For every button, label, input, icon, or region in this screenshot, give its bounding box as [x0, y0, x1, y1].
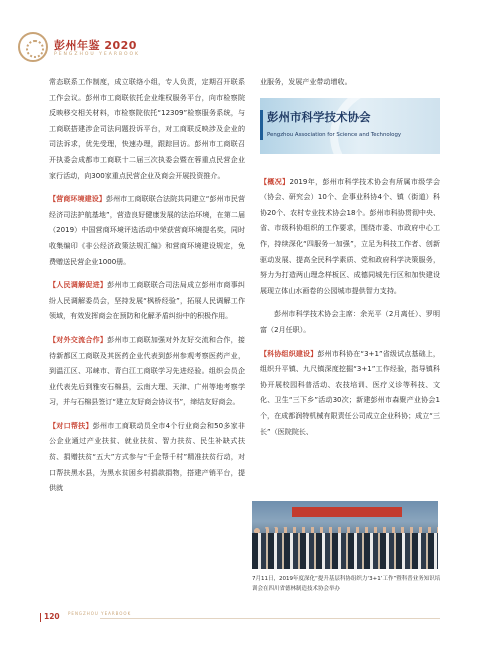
- section-tag: 【营商环境建设】: [49, 194, 106, 204]
- photo-crowd: [252, 533, 438, 569]
- banner-decoration: [330, 98, 440, 154]
- section-subtitle: Pengzhou Association for Science and Technology: [267, 131, 402, 138]
- page-header: [0, 0, 480, 70]
- footer-rule: [100, 618, 440, 619]
- section-tag: 【概况】: [260, 176, 290, 186]
- section-banner: [260, 98, 440, 154]
- paragraph-exchange: 【对外交流合作】彭州市工商联加强对外友好交流和合作，接待新都区工商联及其医药企业代表到彭州参观考察医药产业，到温江区、邛崃市、青白江工商联学习先进经验。组织会员企业代表先后到雅安石棉县，云南大理、天津、广州等地考察学习，并与石棉县签订“建立友好商会协议书”，缔结友好商会。: [49, 334, 245, 407]
- yearbook-subtitle: PENGZHOU YEARBOOK: [54, 52, 140, 57]
- section-title: 彭州市科学技术协会: [267, 109, 371, 124]
- page-number-divider: [40, 613, 41, 622]
- section-tag: 【人民调解促进】: [49, 280, 108, 290]
- section-tag: 【对外交流合作】: [49, 334, 108, 344]
- paragraph-intro: 常态联系工作制度，成立联络小组，专人负责，定期召开联系工作会议。彭州市工商联依托企业维权服务平台，向市检察院反映移交相关材料，市检察院依托“12309”检察服务系统，与工商联搭建涉企司法问题投诉平台，对工商联反映涉及企业的司法诉求，优先受理，快速办理，跟踪回访。彭州市工商联召开执委会成都市工商联十二届三次执委会暨在蓉重点民营企业家行活动，向300家重点民营企业及商会开展投资推介。: [49, 77, 245, 180]
- right-column: [260, 74, 440, 447]
- paragraph-overview: 【概况】2019年，彭州市科学技术协会有所属市级学会（协会、研究会）10个、企事业科协4个、镇（街道）科协20个、农村专业技术协会18个。彭州市科协贯彻中央、省、市级科协组织的工作要求，围绕市委、市政府中心工作，持续深化“四服务一加强”，立足为科技工作者、创新驱动发展、提高全民科学素质、党和政府科学决策服务，努力为打造两山理念样板区、成德同城先行区和加快建设展现立体山水画卷的公园城市提供智力支持。: [260, 176, 441, 295]
- photo-banner-sign: [292, 507, 402, 517]
- yearbook-logo-icon: [18, 32, 48, 62]
- photo-caption: 7月11日，2019年度深化“提升基层科协组织力‘3+1’工作”暨科普业务知识培训会在四川省德林制造技术协会举办: [252, 576, 441, 592]
- section-tag: 【对口帮扶】: [49, 420, 93, 430]
- paragraph-organization: 【科协组织建设】彭州市科协在“3+1”省级试点基础上，组织升平镇、九尺镇深度挖掘“3+1”工作经验，指导镇科协开展校园科普活动、农技培训、医疗义诊等科技、文化、卫生“三下乡”活动30次；新建彭州市森聚产业协会1个，在成都润特机械有限责任公司成立企业科协；成立“三长”（医院院长、: [260, 348, 440, 436]
- yearbook-title: 彭州年鉴 2020: [54, 39, 137, 52]
- paragraph-leaders: 彭州市科学技术协会主席：余光平（2月离任）、罗明富（2月任职）。: [260, 309, 440, 334]
- left-column: [49, 74, 245, 504]
- paragraph-assistance: 【对口帮扶】彭州市工商联动员全市4个行业商会和50多家非公企业通过产业扶贫、就业扶贫、智力扶贫、民生补缺式扶贫、捐赠扶贫“五大”方式参与“千企帮千村”精准扶贫行动，对口帮扶黑水县，为黑水贫困乡村捐款捐物，搭建产销平台，提供就: [49, 420, 245, 493]
- section-tag: 【科协组织建设】: [260, 348, 318, 358]
- footer-subtitle: PENGZHOU YEARBOOK: [68, 611, 132, 616]
- paragraph-continued: 业服务，发展产业带动增收。: [260, 77, 352, 86]
- paragraph-business-environment: 【营商环境建设】彭州市工商联联合法院共同建立“彭州市民营经济司法护航基地”，营造良好健康发展的法治环境，在第二届（2019）中国营商环境评选活动中荣获营商环境提名奖，同时收集编印《非公经济政策法规汇编》和营商环境建设规定，免费赠送民营企业1000册。: [49, 194, 245, 266]
- banner-accent-bar: [260, 110, 263, 140]
- page-number: 120: [44, 612, 60, 621]
- group-photo: [252, 501, 438, 569]
- paragraph-mediation: 【人民调解促进】彭州市工商联联合司法局成立彭州市商事纠纷人民调解委员会，坚持发展“枫桥经验”，拓展人民调解工作领域，有效发挥商会在预防和化解矛盾纠纷中的积极作用。: [49, 280, 245, 321]
